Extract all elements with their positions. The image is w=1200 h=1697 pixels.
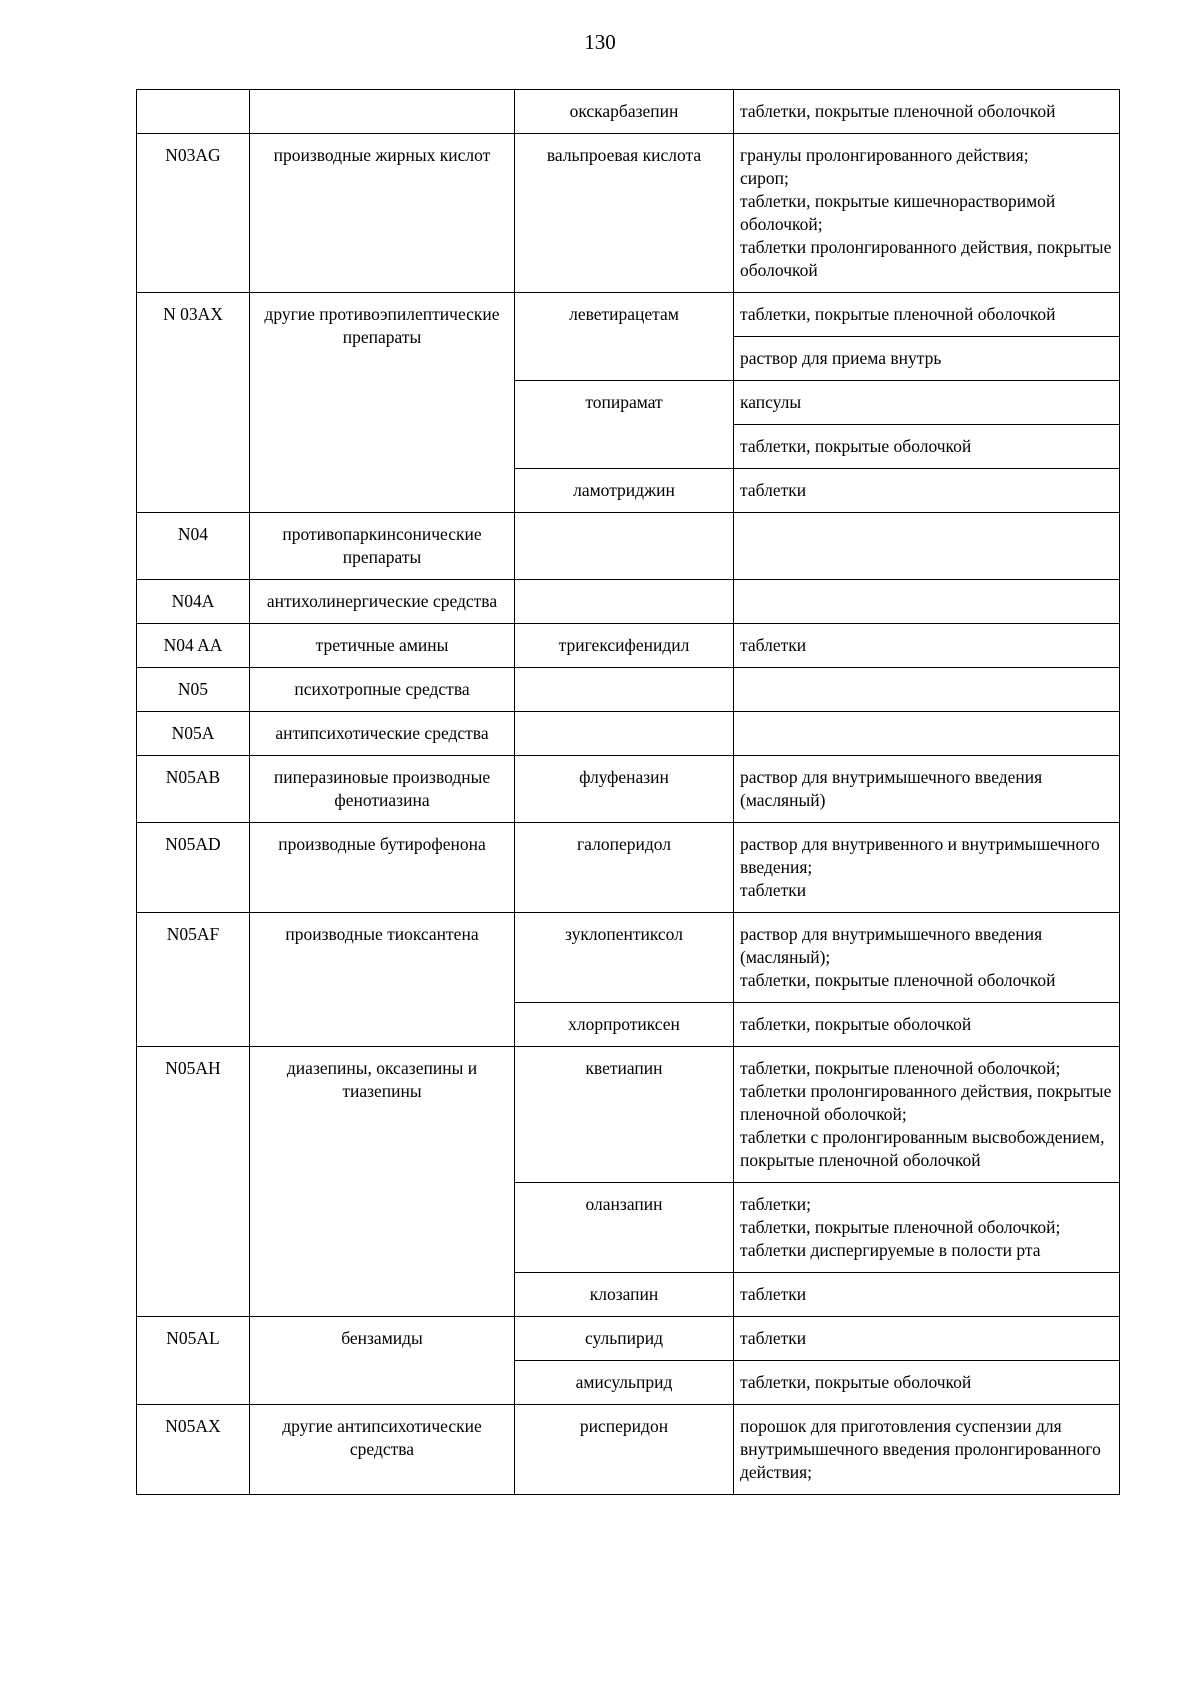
- drug-name: вальпроевая кислота: [515, 134, 734, 293]
- atc-code: N04: [137, 513, 250, 580]
- drug-name: окскарбазепин: [515, 90, 734, 134]
- group-name: антихолинергические средства: [250, 580, 515, 624]
- dosage-form-cell: [734, 1361, 1120, 1405]
- atc-code-cell: [137, 90, 250, 134]
- dosage-form: таблетки: [740, 880, 807, 900]
- atc-code: N05AX: [137, 1405, 250, 1495]
- dosage-form: таблетки;: [740, 1194, 811, 1214]
- dosage-form-cell: [734, 913, 1120, 1003]
- table-row: [137, 580, 1120, 624]
- group-cell: [250, 90, 515, 134]
- atc-code: N05AL: [137, 1317, 250, 1405]
- group-name: другие противоэпилептические препараты: [250, 293, 515, 513]
- dosage-form: таблетки с пролонгированным высвобождением, покрытые пленочной оболочкой: [740, 1127, 1105, 1170]
- dosage-form-cell: [734, 381, 1120, 425]
- table-row: [137, 1317, 1120, 1361]
- dosage-form: таблетки: [740, 480, 807, 500]
- dosage-form-cell: [734, 712, 1120, 756]
- group-name: производные тиоксантена: [250, 913, 515, 1047]
- table-row: [137, 1405, 1120, 1495]
- drug-table: [136, 89, 1120, 1495]
- drug-name: рисперидон: [515, 1405, 734, 1495]
- dosage-form-cell: [734, 756, 1120, 823]
- drug-name-cell: [515, 712, 734, 756]
- dosage-form-cell: [734, 668, 1120, 712]
- dosage-form: порошок для приготовления суспензии для внутримышечного введения пролонгированного действия;: [740, 1416, 1101, 1482]
- dosage-form: таблетки, покрытые пленочной оболочкой: [740, 304, 1056, 324]
- drug-name: зуклопентиксол: [515, 913, 734, 1003]
- group-name: противопаркинсонические препараты: [250, 513, 515, 580]
- dosage-form-cell: [734, 624, 1120, 668]
- drug-name: сульпирид: [515, 1317, 734, 1361]
- dosage-form: таблетки, покрытые пленочной оболочкой;: [740, 1058, 1061, 1078]
- dosage-form: таблетки, покрытые кишечнорастворимой оболочкой;: [740, 191, 1056, 234]
- table-row: [137, 134, 1120, 293]
- drug-name-cell: [515, 668, 734, 712]
- dosage-form: таблетки, покрытые оболочкой: [740, 1014, 972, 1034]
- group-name: производные бутирофенона: [250, 823, 515, 913]
- drug-name: хлорпротиксен: [515, 1003, 734, 1047]
- atc-code: N05AB: [137, 756, 250, 823]
- group-name: другие антипсихотические средства: [250, 1405, 515, 1495]
- group-name: диазепины, оксазепины и тиазепины: [250, 1047, 515, 1317]
- dosage-form: таблетки: [740, 635, 807, 655]
- table-row: [137, 624, 1120, 668]
- dosage-form-cell: [734, 1405, 1120, 1495]
- table-row: [137, 756, 1120, 823]
- drug-name: леветирацетам: [515, 293, 734, 381]
- drug-name: клозапин: [515, 1273, 734, 1317]
- atc-code: N05AD: [137, 823, 250, 913]
- dosage-form: таблетки, покрытые оболочкой: [740, 1372, 972, 1392]
- atc-code: N 03AX: [137, 293, 250, 513]
- table-row: [137, 293, 1120, 337]
- group-name: производные жирных кислот: [250, 134, 515, 293]
- table-row: [137, 513, 1120, 580]
- dosage-form: гранулы пролонгированного действия;: [740, 145, 1029, 165]
- atc-code: N04 AA: [137, 624, 250, 668]
- atc-code: N05: [137, 668, 250, 712]
- drug-name: оланзапин: [515, 1183, 734, 1273]
- dosage-form-cell: [734, 293, 1120, 337]
- dosage-form: таблетки, покрытые оболочкой: [740, 436, 972, 456]
- drug-name: топирамат: [515, 381, 734, 469]
- dosage-form-cell: [734, 425, 1120, 469]
- dosage-form: таблетки, покрытые пленочной оболочкой: [740, 970, 1056, 990]
- dosage-form: раствор для внутримышечного введения (масляный): [740, 767, 1043, 810]
- dosage-form: сироп;: [740, 168, 789, 188]
- dosage-form-cell: [734, 1273, 1120, 1317]
- dosage-form: таблетки пролонгированного действия, покрытые пленочной оболочкой;: [740, 1081, 1112, 1124]
- dosage-form-cell: [734, 134, 1120, 293]
- drug-name: галоперидол: [515, 823, 734, 913]
- dosage-form: таблетки пролонгированного действия, покрытые оболочкой: [740, 237, 1112, 280]
- group-name: бензамиды: [250, 1317, 515, 1405]
- dosage-form: таблетки: [740, 1328, 807, 1348]
- group-name: третичные амины: [250, 624, 515, 668]
- drug-name: ламотриджин: [515, 469, 734, 513]
- table-row: [137, 823, 1120, 913]
- page-number: 130: [584, 30, 616, 54]
- drug-name-cell: [515, 513, 734, 580]
- dosage-form: таблетки: [740, 1284, 807, 1304]
- atc-code: N03AG: [137, 134, 250, 293]
- table-row: [137, 712, 1120, 756]
- group-name: пиперазиновые производные фенотиазина: [250, 756, 515, 823]
- table-row: [137, 90, 1120, 134]
- dosage-form-cell: [734, 1183, 1120, 1273]
- dosage-form: раствор для внутримышечного введения (масляный);: [740, 924, 1043, 967]
- atc-code: N04A: [137, 580, 250, 624]
- dosage-form-cell: [734, 1003, 1120, 1047]
- dosage-form: раствор для приема внутрь: [740, 348, 942, 368]
- drug-name: тригексифенидил: [515, 624, 734, 668]
- dosage-form: таблетки диспергируемые в полости рта: [740, 1240, 1041, 1260]
- atc-code: N05AH: [137, 1047, 250, 1317]
- dosage-form: таблетки, покрытые пленочной оболочкой: [740, 101, 1056, 121]
- dosage-form-cell: [734, 469, 1120, 513]
- dosage-form-cell: [734, 1317, 1120, 1361]
- dosage-form: таблетки, покрытые пленочной оболочкой;: [740, 1217, 1061, 1237]
- drug-name: флуфеназин: [515, 756, 734, 823]
- dosage-form-cell: [734, 1047, 1120, 1183]
- table-row: [137, 668, 1120, 712]
- atc-code: N05AF: [137, 913, 250, 1047]
- atc-code: N05A: [137, 712, 250, 756]
- drug-name: кветиапин: [515, 1047, 734, 1183]
- group-name: антипсихотические средства: [250, 712, 515, 756]
- dosage-form-cell: [734, 90, 1120, 134]
- table-row: [137, 913, 1120, 1003]
- table-row: [137, 1047, 1120, 1183]
- dosage-form-cell: [734, 513, 1120, 580]
- group-name: психотропные средства: [250, 668, 515, 712]
- dosage-form-cell: [734, 580, 1120, 624]
- drug-name-cell: [515, 580, 734, 624]
- dosage-form: капсулы: [740, 392, 802, 412]
- dosage-form-cell: [734, 823, 1120, 913]
- drug-name: амисульприд: [515, 1361, 734, 1405]
- dosage-form: раствор для внутривенного и внутримышечного введения;: [740, 834, 1100, 877]
- dosage-form-cell: [734, 337, 1120, 381]
